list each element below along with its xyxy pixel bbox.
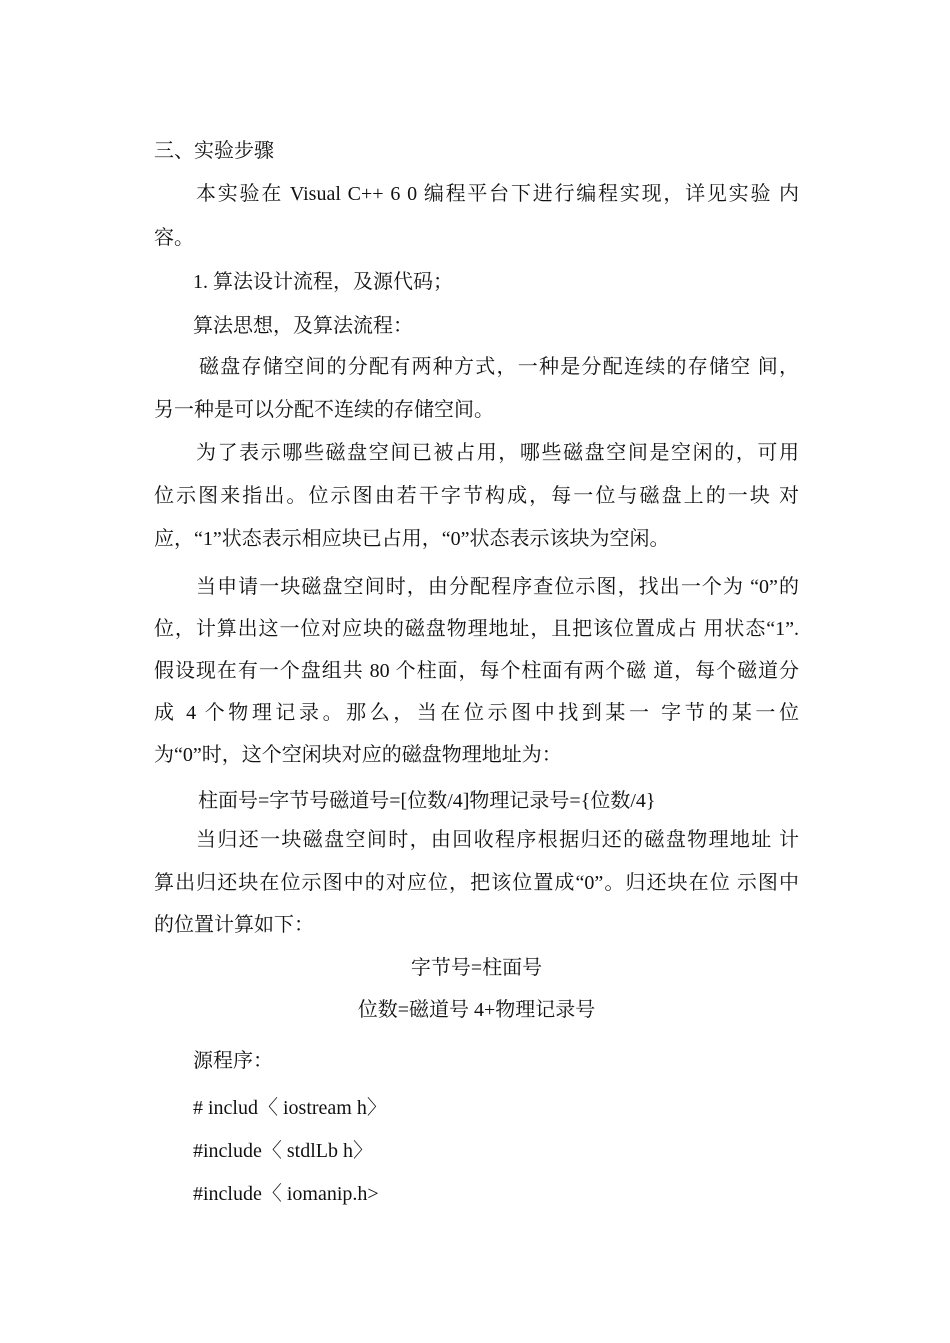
release-line-3: 的位置计算如下： — [154, 914, 314, 936]
bitmap-line-2: 位示图来指出。位示图由若干字节构成，每一位与磁盘上的一块 对 — [154, 485, 799, 507]
code-line-1: # includ〈 iostream h〉 — [193, 1097, 387, 1119]
bit-formula: 位数=磁道号 4+物理记录号 — [357, 999, 596, 1021]
bitmap-line-1: 为了表示哪些磁盘空间已被占用，哪些磁盘空间是空闲的，可用 — [196, 442, 799, 464]
item-1-heading: 1. 算法设计流程，及源代码； — [193, 271, 453, 293]
bitmap-line-3: 应，“1”状态表示相应块已占用，“0”状态表示该块为空闲。 — [154, 528, 670, 550]
section-heading: 三、实验步骤 — [154, 140, 274, 162]
request-line-1: 当申请一块磁盘空间时，由分配程序查位示图，找出一个为 “0”的 — [196, 576, 799, 598]
intro-line-2: 容。 — [154, 227, 194, 249]
request-line-2: 位，计算出这一位对应块的磁盘物理地址，且把该位置成占 用状态“1”. — [154, 618, 799, 640]
release-line-2: 算出归还块在位示图中的对应位，把该位置成“0”。归还块在位 示图中 — [154, 872, 799, 894]
algorithm-subheading: 算法思想，及算法流程： — [193, 315, 413, 337]
code-line-2: #include〈 stdlLb h〉 — [193, 1140, 373, 1162]
code-line-3: #include〈 iomanip.h> — [193, 1183, 379, 1205]
intro-line-1: 本实验在 Visual C++ 6 0 编程平台下进行编程实现，详见实验 内 — [196, 183, 799, 205]
byte-formula: 字节号=柱面号 — [410, 957, 543, 979]
source-heading: 源程序： — [193, 1050, 273, 1072]
release-line-1: 当归还一块磁盘空间时，由回收程序根据归还的磁盘物理地址 计 — [196, 829, 799, 851]
request-line-3: 假设现在有一个盘组共 80 个柱面，每个柱面有两个磁 道，每个磁道分 — [154, 660, 799, 682]
allocation-line-1: 磁盘存储空间的分配有两种方式，一种是分配连续的存储空 间， — [199, 356, 799, 378]
request-line-5: 为“0”时，这个空闲块对应的磁盘物理地址为： — [154, 744, 562, 766]
request-line-4: 成 4 个物理记录。那么，当在位示图中找到某一 字节的某一位 — [154, 702, 799, 724]
allocation-line-2: 另一种是可以分配不连续的存储空间。 — [154, 399, 494, 421]
cylinder-formula: 柱面号=字节号磁道号=[位数/4]物理记录号={位数/4} — [198, 790, 656, 812]
